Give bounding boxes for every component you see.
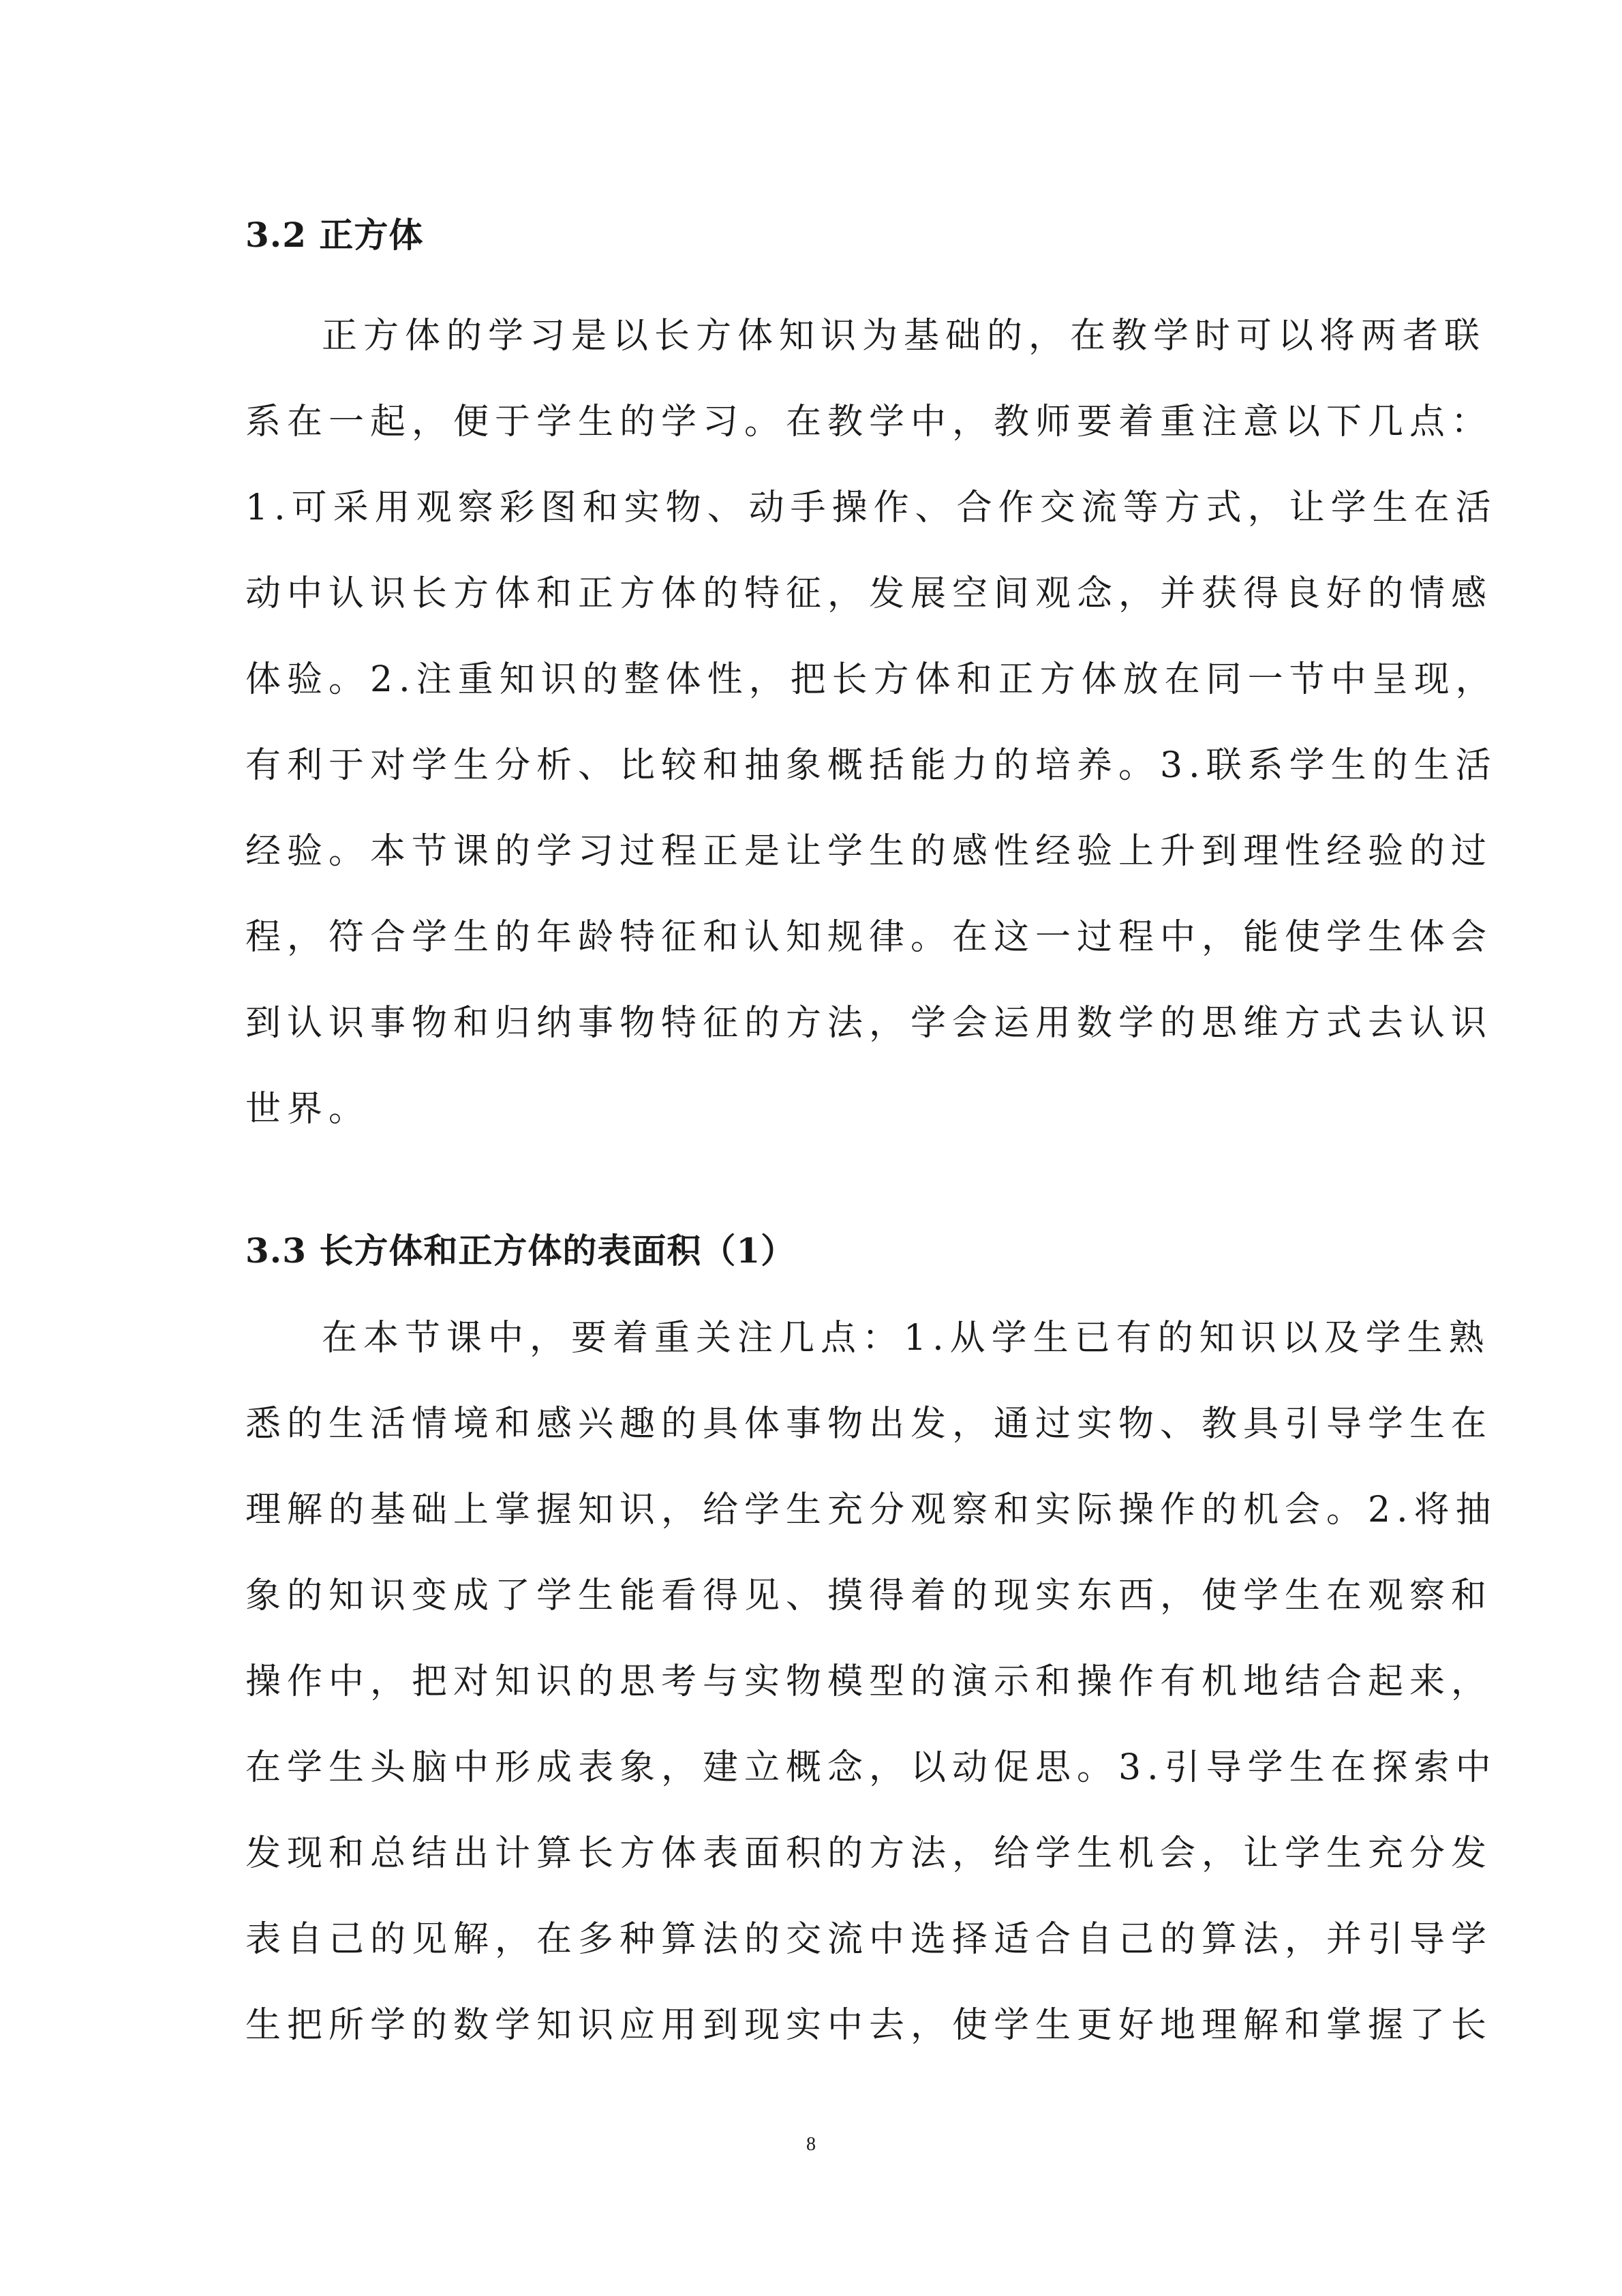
paragraph-line: 程，符合学生的年龄特征和认知规律。在这一过程中，能使学生体会 [245, 917, 1493, 958]
paragraph-line: 系在一起，便于学生的学习。在教学中，教师要着重注意以下几点： [245, 402, 1493, 442]
paragraph-line: 生把所学的数学知识应用到现实中去，使学生更好地理解和掌握了长 [245, 2005, 1493, 2046]
paragraph-line: 动中认识长方体和正方体的特征，发展空间观念，并获得良好的情感 [245, 573, 1493, 614]
section-heading: 3.3 长方体和正方体的表面积（1） [245, 1230, 796, 1271]
section-heading: 3.2 正方体 [245, 215, 424, 255]
page-number: 8 [806, 2134, 816, 2155]
section-3-2 [245, 211, 1497, 1152]
paragraph-line: 表自己的见解，在多种算法的交流中选择适合自己的算法，并引导学 [245, 1919, 1493, 1960]
paragraph-line: 在本节课中，要着重关注几点：1.从学生已有的知识以及学生熟 [322, 1318, 1490, 1359]
section-body [245, 1295, 1497, 2068]
paragraph-line: 经验。本节课的学习过程正是让学生的感性经验上升到理性经验的过 [245, 831, 1493, 872]
paragraph-line: 在学生头脑中形成表象，建立概念，以动促思。3.引导学生在探索中 [245, 1747, 1497, 1788]
section-body [245, 293, 1497, 1152]
paragraph-line: 操作中，把对知识的思考与实物模型的演示和操作有机地结合起来， [245, 1661, 1493, 1702]
paragraph-line: 世界。 [245, 1089, 371, 1130]
paragraph-line: 到认识事物和归纳事物特征的方法，学会运用数学的思维方式去认识 [245, 1003, 1493, 1044]
paragraph-line: 有利于对学生分析、比较和抽象概括能力的培养。3.联系学生的生活 [245, 745, 1497, 786]
paragraph-line: 理解的基础上掌握知识，给学生充分观察和实际操作的机会。2.将抽 [245, 1490, 1497, 1530]
paragraph-line: 1.可采用观察彩图和实物、动手操作、合作交流等方式，让学生在活 [245, 487, 1497, 528]
paragraph-line: 正方体的学习是以长方体知识为基础的，在教学时可以将两者联 [322, 316, 1486, 357]
paragraph-line: 悉的生活情境和感兴趣的具体事物出发，通过实物、教具引导学生在 [245, 1404, 1493, 1445]
section-3-3 [245, 1227, 1497, 2068]
paragraph-line: 体验。2.注重知识的整体性，把长方体和正方体放在同一节中呈现， [245, 659, 1497, 700]
paragraph-line: 发现和总结出计算长方体表面积的方法，给学生机会，让学生充分发 [245, 1833, 1493, 1874]
paragraph-line: 象的知识变成了学生能看得见、摸得着的现实东西，使学生在观察和 [245, 1575, 1493, 1616]
